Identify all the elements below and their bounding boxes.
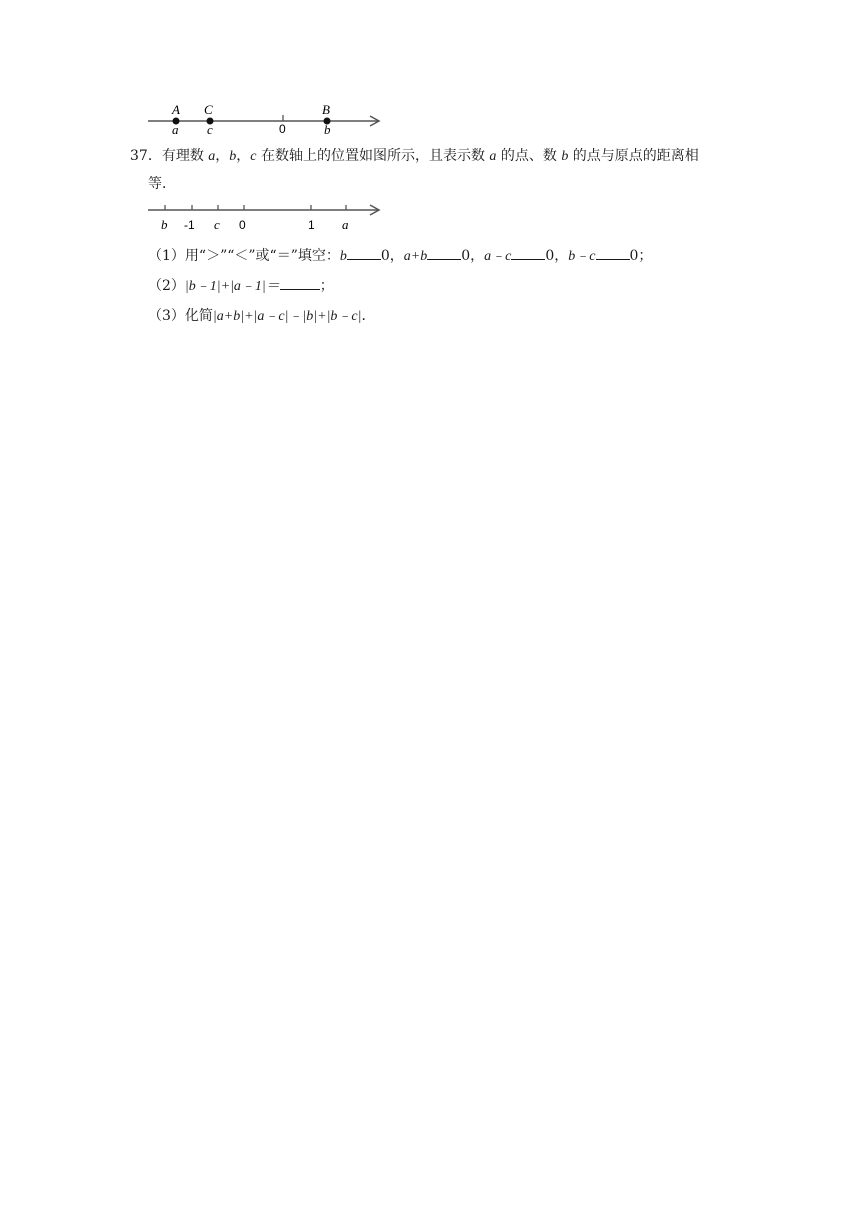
label-b: b	[161, 217, 168, 232]
point-c-upper-label: C	[204, 102, 213, 117]
question-stem-line-1: 37．有理数 a，b，c 在数轴上的位置如图所示，且表示数 a 的点、数 b 的点与原点的距离相	[130, 148, 699, 164]
label-a: a	[342, 217, 349, 232]
answer-blank-5[interactable]	[280, 276, 320, 290]
origin-label: 0	[279, 122, 286, 136]
label-c: c	[214, 217, 220, 232]
number-line-figure-2	[140, 198, 400, 234]
question-number: 37．	[130, 148, 162, 164]
answer-blank-2[interactable]	[427, 246, 461, 260]
label-minus-one: -1	[184, 218, 195, 232]
point-b-upper-label: B	[322, 102, 330, 117]
answer-blank-3[interactable]	[511, 246, 545, 260]
part-1: （1）用“＞”“＜”或“＝”填空：b 0，a+b 0，a﹣c 0，b﹣c 0；	[148, 248, 653, 264]
question-stem-line-2: 等．	[148, 176, 176, 192]
number-line-figure-1	[140, 100, 400, 140]
answer-blank-1[interactable]	[347, 246, 381, 260]
label-zero: 0	[239, 218, 246, 232]
point-a-lower-label: a	[172, 122, 179, 137]
point-b-lower-label: b	[324, 122, 331, 137]
point-a-upper-label: A	[172, 102, 180, 117]
label-one: 1	[308, 218, 315, 232]
answer-blank-4[interactable]	[596, 246, 630, 260]
point-c-lower-label: c	[207, 122, 213, 137]
part-2: （2）|b﹣1|+|a﹣1|＝ ；	[148, 278, 334, 294]
part-3: （3）化简|a+b|+|a﹣c|﹣|b|+|b﹣c|．	[148, 308, 376, 324]
